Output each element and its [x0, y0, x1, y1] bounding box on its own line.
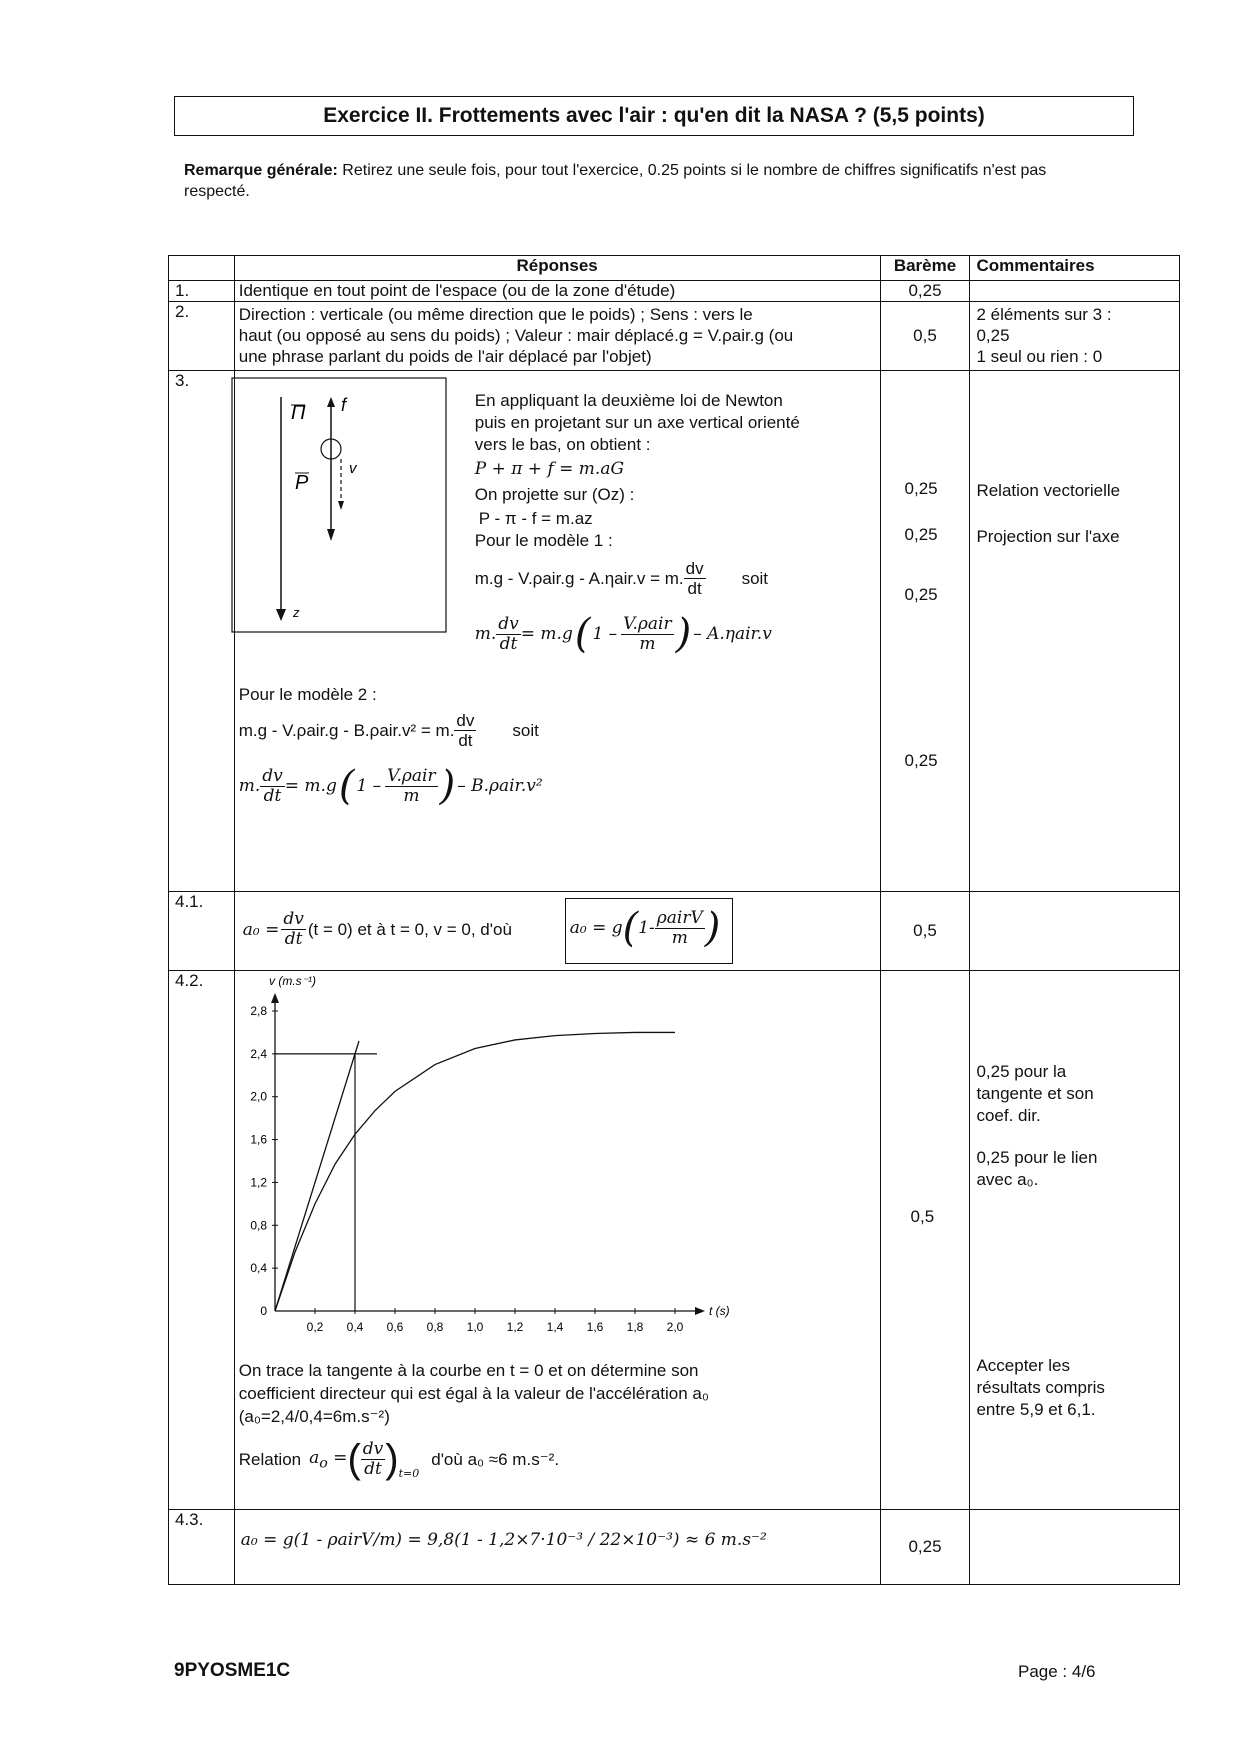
- x-tick-label: 1,8: [626, 1320, 644, 1334]
- q3-text-2: puis en projetant sur un axe vertical orienté: [474, 413, 800, 432]
- q3-text-3: vers le bas, on obtient :: [474, 435, 651, 454]
- archimedes-label: Π: [290, 402, 306, 424]
- q2-bareme: 0,5: [880, 302, 970, 371]
- q42-bareme: 0,5: [880, 971, 970, 1510]
- q41-bareme: 0,5: [880, 892, 970, 971]
- x-tick-label: 2,0: [666, 1320, 684, 1334]
- q2-line1: Direction : verticale (ou même direction que le poids) ; Sens : vers le: [238, 305, 753, 324]
- q3-text-1: En appliquant la deuxième loi de Newton: [474, 391, 783, 410]
- header-bareme: Barème: [880, 256, 970, 281]
- q43-response: [234, 1510, 880, 1585]
- q2-comment-3: 1 seul ou rien : 0: [976, 347, 1103, 366]
- origin-label: 0: [260, 1304, 267, 1318]
- z-axis-label: z: [292, 605, 300, 620]
- document-code: 9PYOSME1C: [174, 1660, 291, 1681]
- x-tick-label: 0,8: [426, 1320, 444, 1334]
- q3-model2-label: Pour le modèle 2 :: [238, 685, 377, 704]
- y-tick-label: 1,6: [250, 1132, 267, 1147]
- series-vt: [275, 1032, 675, 1311]
- remark-text: Retirez une seule fois, pour tout l'exercice, 0.25 points si le nombre de chiffres significatifs n'est pas respecté.: [184, 162, 1047, 200]
- q1-bareme: 0,25: [880, 281, 970, 302]
- y-tick-label: 2,8: [250, 1004, 267, 1018]
- x-tick-label: 1,4: [546, 1320, 564, 1334]
- q42-relation: Relation $a_o$ = ( $\frac{dv}{dt}$ ) t=0 d'où a₀ ≈6 m.s⁻².: [238, 1437, 560, 1481]
- q3-text-5: On projette sur (Oz) :: [474, 485, 635, 504]
- q42-paragraph: On trace la tangente à la courbe en t = 0 et on détermine son coefficient directeur qui est égal à la valeur de l'accélération a₀ (a₀=2,4/0,4=6m.s⁻²): [238, 1361, 709, 1426]
- q3-model1-label: Pour le modèle 1 :: [474, 531, 613, 550]
- x-tick-label: 1,0: [466, 1320, 484, 1334]
- y-axis-label: v (m.s⁻¹): [268, 974, 316, 988]
- q3-number: 3.: [169, 371, 235, 892]
- q3-response: [234, 371, 880, 892]
- x-axis-arrow: [695, 1307, 705, 1315]
- table-row-q2: [169, 302, 1180, 371]
- header-comments: Commentaires: [970, 256, 1180, 281]
- table-row-q43: [169, 1510, 1180, 1585]
- q3-projection: P - π - f = m.az: [478, 509, 593, 528]
- table-header-row: [169, 256, 1180, 281]
- q2-line3: une phrase parlant du poids de l'air déplacé par l'objet): [238, 347, 652, 366]
- y-tick-label: 0,4: [250, 1261, 267, 1276]
- q3-model1-eq1: m.g - V.ρair.g - A.ηair.v = m. $\frac{dv}{dt}$ soit: [474, 559, 769, 598]
- velocity-chart: [235, 971, 735, 1351]
- x-tick-label: 1,2: [506, 1320, 524, 1334]
- x-tick-label: 0,4: [346, 1320, 364, 1334]
- q43-number: 4.3.: [169, 1510, 235, 1585]
- q2-number: 2.: [169, 302, 235, 371]
- remark-label: Remarque générale:: [184, 162, 338, 179]
- x-tick-label: 1,6: [586, 1320, 604, 1334]
- y-tick-label: 2,0: [250, 1089, 267, 1104]
- x-tick-label: 0,2: [306, 1320, 324, 1334]
- table-row-q42: [169, 971, 1180, 1510]
- answer-table: [168, 255, 1180, 1585]
- general-remark: [184, 160, 1114, 202]
- velocity-label: v: [348, 460, 357, 477]
- q2-line2: haut (ou opposé au sens du poids) ; Valeur : mair déplacé.g = V.ρair.g (ou: [238, 326, 794, 345]
- page-number: Page : 4/6: [1018, 1662, 1096, 1681]
- exercise-title: Exercice II. Frottements avec l'air : qu'en dit la NASA ? (5,5 points): [174, 96, 1134, 136]
- q42-response: [234, 971, 880, 1510]
- q3-model2-eq2: m. $\frac{dv}{dt}$ = m.g ( 1 – $\frac{\text{V.ρair}}{m}$ ) – B.ρair.v²: [238, 763, 543, 809]
- q43-bareme: 0,25: [880, 1510, 970, 1585]
- table-row-q41: [169, 892, 1180, 971]
- series-tangent: [275, 1041, 359, 1311]
- q42-comments: 0,25 pour la tangente et son coef. dir. 0,25 pour le lien avec a₀. Accepter les résultats compris entre 5,9 et 6,1.: [970, 971, 1180, 1510]
- q41-number: 4.1.: [169, 892, 235, 971]
- q42-number: 4.2.: [169, 971, 235, 1510]
- q2-comment-2: 0,25: [976, 326, 1010, 345]
- header-responses: Réponses: [234, 256, 880, 281]
- q2-comment: [970, 302, 1180, 371]
- table-row-q1: [169, 281, 1180, 302]
- x-axis-label: t (s): [708, 1304, 730, 1318]
- q3-bareme: 0,25 0,25 0,25 0,25: [880, 371, 970, 892]
- q3-comments: Relation vectorielle Projection sur l'axe: [970, 371, 1180, 892]
- q43-expression: a₀ = g(1 - ρairV/m) = 9,8(1 - 1,2×7·10⁻³ / 22×10⁻³) ≈ 6 m.s⁻²: [240, 1530, 767, 1550]
- q41-boxed-result: a₀ = g ( 1- $\frac{\text{ρairV}}{m}$ ): [565, 898, 733, 964]
- q2-comment-1: 2 éléments sur 3 :: [976, 305, 1112, 324]
- y-tick-label: 0,8: [250, 1218, 267, 1233]
- y-tick-label: 1,2: [250, 1175, 267, 1190]
- x-tick-label: 0,6: [386, 1320, 404, 1334]
- q3-vector-relation: P + π + f = m.aG: [474, 459, 625, 479]
- y-axis-arrow: [271, 993, 279, 1003]
- q2-response: [234, 302, 880, 371]
- table-row-q3: [169, 371, 1180, 892]
- y-tick-label: 2,4: [250, 1046, 267, 1061]
- q1-response: Identique en tout point de l'espace (ou de la zone d'étude): [234, 281, 880, 302]
- q3-model1-eq2: m. $\frac{dv}{dt}$ = m.g ( 1 – $\frac{\text{V.ρair}}{m}$ ) – A.ηair.v: [474, 611, 772, 657]
- force-diagram: [231, 377, 447, 633]
- friction-label: f: [340, 395, 346, 415]
- q3-model2-eq1: m.g - V.ρair.g - B.ρair.v² = m. $\frac{dv}{dt}$ soit: [238, 711, 539, 750]
- q1-number: 1.: [169, 281, 235, 302]
- q41-response: a₀ = $\frac{dv}{dt}$ (t = 0) et à t = 0, v = 0, d'où a₀ = g ( 1- $\frac{\text{ρairV}}{m}$ ): [234, 892, 880, 971]
- weight-label: P: [294, 472, 309, 494]
